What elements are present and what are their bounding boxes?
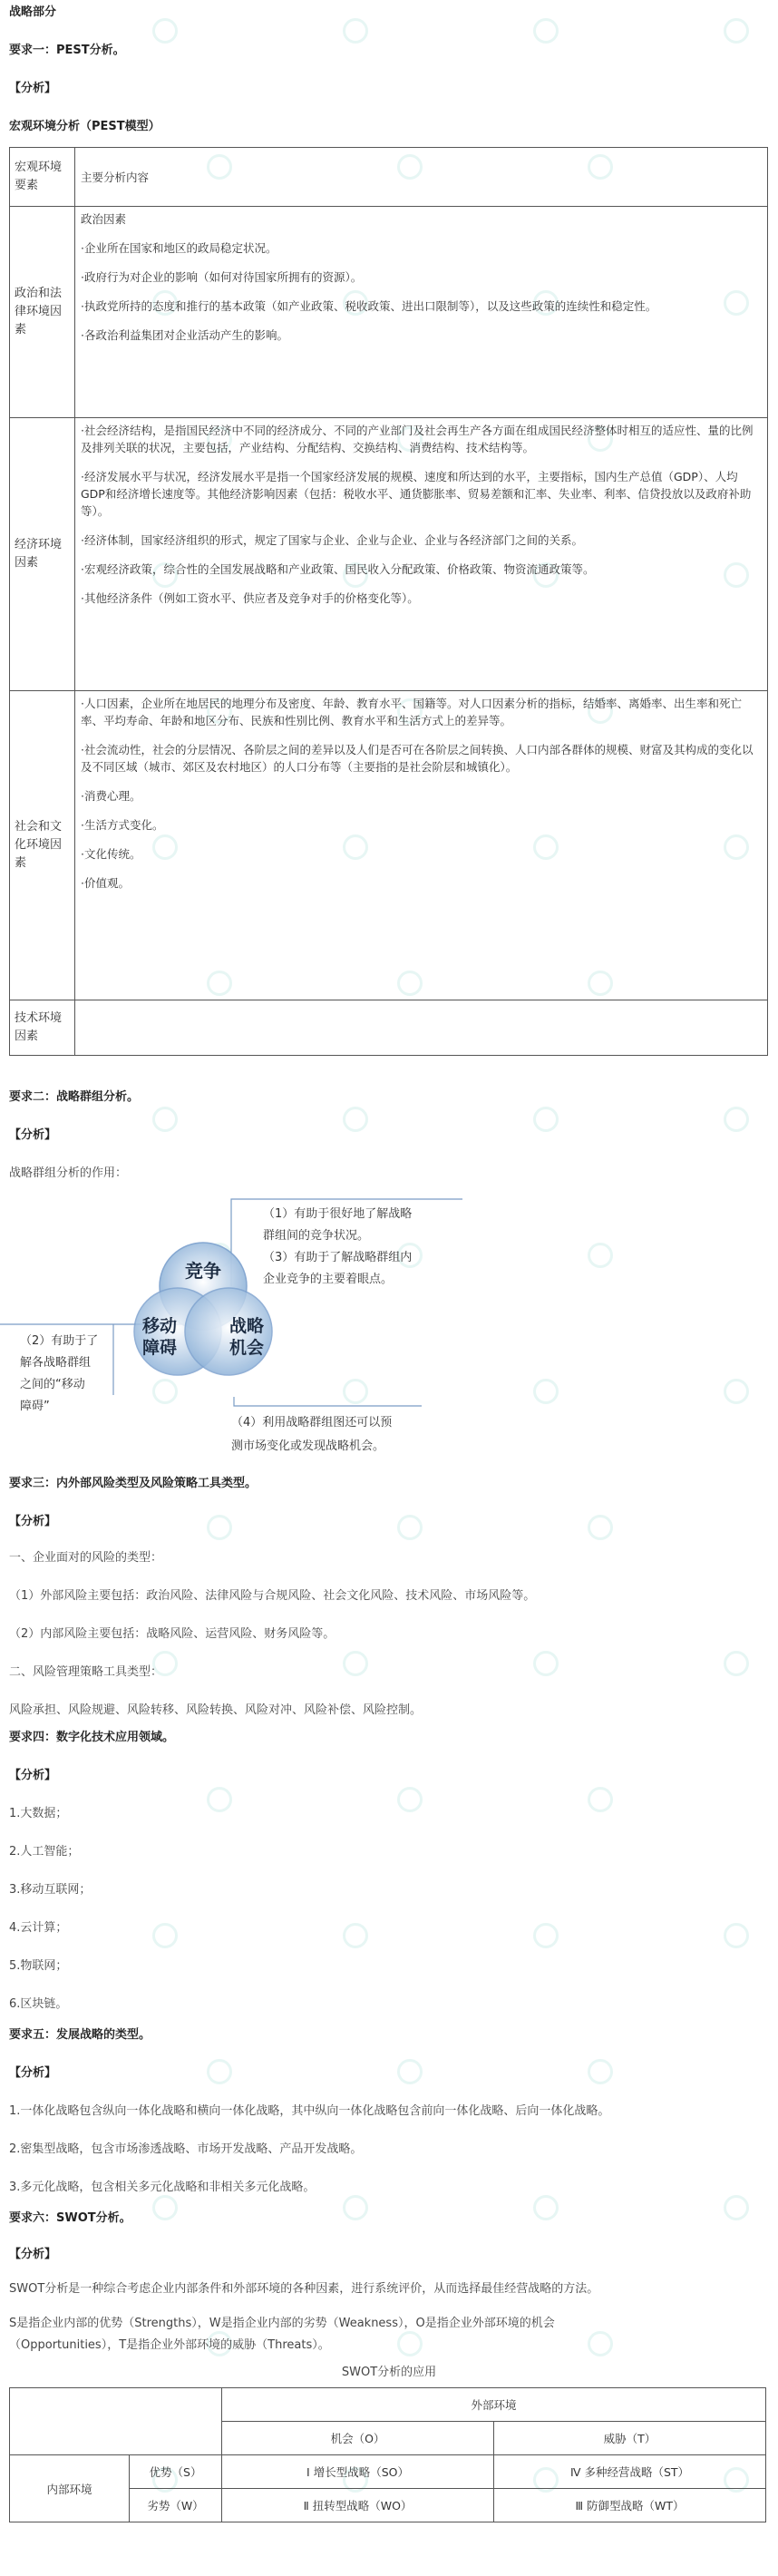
- pest-content-social: [75, 691, 767, 1000]
- pest-item: 政治因素: [81, 212, 127, 226]
- req2-intro: 战略群组分析的作用：: [9, 1166, 128, 1180]
- swot-wo: Ⅱ 扭转型战略（WO）: [222, 2489, 494, 2522]
- watermark-icon: [588, 2059, 613, 2084]
- swot-so: Ⅰ 增长型战略（SO）: [222, 2455, 494, 2489]
- watermark-icon: [207, 1787, 232, 1812]
- req5-analysis-tag: 【分析】: [9, 2066, 57, 2080]
- pest-table: [9, 147, 768, 1056]
- pest-row-political: [10, 207, 767, 418]
- pest-content-technology: [75, 1000, 767, 1055]
- pest-item: ·生活方式变化。: [81, 818, 164, 832]
- pest-row-social: [10, 691, 767, 1000]
- pest-header-left: 宏观环境要素: [10, 148, 75, 206]
- watermark-icon: [397, 1515, 423, 1540]
- req3-section-1: 一、企业面对的风险的类型：: [9, 1551, 163, 1565]
- req6-paragraph-2-line-2: （Opportunities），T是指企业外部环境的威胁（Threats）。: [9, 2338, 330, 2352]
- req4-item: 6.区块链。: [9, 1997, 68, 2011]
- note-2-line-4: 障碍”: [20, 1400, 50, 1413]
- req1-title: 要求一：PEST分析。: [9, 44, 125, 57]
- page-title: 战略部分: [9, 5, 57, 19]
- swot-weakness: 劣势（W）: [130, 2489, 222, 2522]
- swot-internal: 内部环境: [10, 2455, 130, 2522]
- pest-row-economic: [10, 418, 767, 691]
- watermark-icon: [343, 2195, 368, 2220]
- req4-analysis-tag: 【分析】: [9, 1769, 57, 1782]
- circle-label-mobility-1: 移动: [141, 1316, 178, 1336]
- pest-item: ·价值观。: [81, 876, 130, 890]
- watermark-icon: [588, 2331, 613, 2356]
- req2-analysis-tag: 【分析】: [9, 1128, 57, 1142]
- watermark-icon: [397, 1787, 423, 1812]
- watermark-icon: [724, 1651, 749, 1676]
- req3-section-2: 二、风险管理策略工具类型：: [9, 1665, 163, 1679]
- watermark-icon: [724, 1107, 749, 1132]
- watermark-icon: [724, 2195, 749, 2220]
- swot-st: Ⅳ 多种经营战略（ST）: [494, 2455, 766, 2489]
- pest-item: ·人口因素，企业所在地居民的地理分布及密度、年龄、教育水平、国籍等。对人口因素分析的指标，结婚率、离婚率、出生率和死亡率、平均寿命、年龄和地区分布、民族和性别比例、教育水平和生活方式上的差异等。: [81, 697, 742, 727]
- req1-analysis-tag: 【分析】: [9, 82, 57, 95]
- watermark-icon: [207, 1515, 232, 1540]
- connector-line: [234, 1397, 422, 1406]
- note-1-line-1: （1）有助于很好地了解战略: [263, 1207, 413, 1221]
- req4-item: 4.云计算；: [9, 1921, 68, 1935]
- watermark-icon: [724, 1923, 749, 1948]
- watermark-icon: [397, 2059, 423, 2084]
- swot-corner: [10, 2388, 222, 2455]
- watermark-icon: [152, 18, 178, 44]
- watermark-icon: [533, 1107, 559, 1132]
- req2-title: 要求二：战略群组分析。: [9, 1090, 140, 1104]
- watermark-icon: [533, 1923, 559, 1948]
- swot-table-caption: SWOT分析的应用: [341, 2366, 437, 2379]
- req6-title: 要求六：SWOT分析。: [9, 2211, 131, 2225]
- pest-item: ·社会流动性，社会的分层情况、各阶层之间的差异以及人们是否可在各阶层之间转换、人口内部各群体的规模、财富及其构成的变化以及不同区域（城市、郊区及农村地区）的人口分布等（主要指的是社会阶层和城镇化）。: [81, 743, 754, 774]
- watermark-icon: [588, 1515, 613, 1540]
- req3-line-2: （2）内部风险主要包括：战略风险、运营风险、财务风险等。: [9, 1627, 336, 1641]
- watermark-icon: [207, 2059, 232, 2084]
- pest-row-technology: [10, 1000, 767, 1055]
- swot-external: 外部环境: [222, 2388, 766, 2422]
- req1-subtitle: 宏观环境分析（PEST模型）: [9, 120, 160, 133]
- note-2-line-1: （2）有助于了: [20, 1334, 99, 1348]
- pest-item: ·各政治利益集团对企业活动产生的影响。: [81, 328, 288, 342]
- pest-header-row: [10, 148, 767, 207]
- req3-analysis-tag: 【分析】: [9, 1515, 57, 1528]
- pest-item: ·经济发展水平与状况，经济发展水平是指一个国家经济发展的规模、速度和所达到的水平，主要指标，国内生产总值（GDP）、人均GDP和经济增长速度等。其他经济影响因素（包括：税收水平、通货膨胀率、贸易差额和汇率、失业率、利率、信贷投放以及政府补助等）。: [81, 470, 752, 518]
- pest-item: ·经济体制，国家经济组织的形式，规定了国家与企业、企业与企业、企业与各经济部门之间的关系。: [81, 533, 583, 547]
- note-2-line-3: 之间的“移动: [20, 1378, 85, 1391]
- req4-item: 2.人工智能；: [9, 1845, 80, 1859]
- note-4-line-2: 测市场变化或发现战略机会。: [231, 1439, 385, 1453]
- swot-row-header-1: [10, 2388, 766, 2422]
- circle-label-mobility-2: 障碍: [141, 1338, 178, 1358]
- req4-item: 3.移动互联网；: [9, 1883, 92, 1897]
- watermark-icon: [152, 2195, 178, 2220]
- pest-item: ·执政党所持的态度和推行的基本政策（如产业政策、税收政策、进出口限制等），以及这些政策的连续性和稳定性。: [81, 299, 657, 313]
- watermark-icon: [724, 18, 749, 44]
- circle-label-opportunity-2: 机会: [229, 1338, 265, 1358]
- swot-row-strength: [10, 2455, 766, 2489]
- pest-item: ·企业所在国家和地区的政局稳定状况。: [81, 241, 277, 255]
- pest-item: ·其他经济条件（例如工资水平、供应者及竞争对手的价格变化等）。: [81, 591, 419, 605]
- pest-label-technology: 技术环境因素: [10, 1000, 75, 1055]
- watermark-icon: [533, 1651, 559, 1676]
- note-3-line-2: 企业竞争的主要着眼点。: [263, 1273, 394, 1286]
- swot-wt: Ⅲ 防御型战略（WT）: [494, 2489, 766, 2522]
- pest-item: ·宏观经济政策，综合性的全国发展战略和产业政策、国民收入分配政策、价格政策、物资流通政策等。: [81, 562, 595, 576]
- watermark-icon: [343, 1107, 368, 1132]
- req5-item: 3.多元化战略，包含相关多元化战略和非相关多元化战略。: [9, 2181, 316, 2194]
- swot-opportunity: 机会（O）: [222, 2422, 494, 2455]
- note-1-line-2: 群组间的竞争状况。: [263, 1229, 370, 1243]
- req3-line-1: （1）外部风险主要包括：政治风险、法律风险与合规风险、社会文化风险、技术风险、市场风险等。: [9, 1589, 536, 1603]
- watermark-icon: [343, 1651, 368, 1676]
- watermark-icon: [533, 2195, 559, 2220]
- pest-content-economic: [75, 418, 767, 690]
- req5-title: 要求五：发展战略的类型。: [9, 2028, 151, 2042]
- req5-item: 2.密集型战略，包含市场渗透战略、市场开发战略、产品开发战略。: [9, 2142, 363, 2156]
- swot-table: [9, 2387, 766, 2522]
- swot-threat: 威胁（T）: [494, 2422, 766, 2455]
- req4-title: 要求四：数字化技术应用领域。: [9, 1731, 175, 1744]
- req6-analysis-tag: 【分析】: [9, 2248, 57, 2261]
- watermark-icon: [343, 1923, 368, 1948]
- watermark-icon: [343, 18, 368, 44]
- strategic-group-diagram: [0, 1188, 778, 1488]
- pest-item: ·消费心理。: [81, 789, 141, 803]
- circle-label-competition: 竞争: [185, 1260, 221, 1282]
- req4-item: 5.物联网；: [9, 1959, 68, 1973]
- pest-header-right: 主要分析内容: [81, 170, 150, 184]
- note-4-line-1: （4）利用战略群组图还可以预: [231, 1416, 393, 1429]
- pest-label-social: 社会和文化环境因素: [10, 691, 75, 1000]
- swot-strength: 优势（S）: [130, 2455, 222, 2489]
- watermark-icon: [152, 1923, 178, 1948]
- pest-label-political: 政治和法律环境因素: [10, 207, 75, 417]
- pest-item: ·社会经济结构，是指国民经济中不同的经济成分、不同的产业部门及社会再生产各方面在组成国民经济整体时相互的适应性、量的比例及排列关联的状况，主要包括，产业结构、分配结构、交换结构、消费结构、技术结构等。: [81, 424, 754, 454]
- req3-line-3: 风险承担、风险规避、风险转移、风险转换、风险对冲、风险补偿、风险控制。: [9, 1703, 423, 1717]
- note-3-line-1: （3）有助于了解战略群组内: [263, 1251, 413, 1264]
- req3-title: 要求三：内外部风险类型及风险策略工具类型。: [9, 1477, 258, 1490]
- pest-content-political: [75, 207, 767, 417]
- note-2-line-2: 解各战略群组: [20, 1356, 92, 1370]
- pest-item: ·文化传统。: [81, 847, 141, 861]
- watermark-icon: [588, 1787, 613, 1812]
- pest-label-economic: 经济环境因素: [10, 418, 75, 690]
- req6-paragraph-1: SWOT分析是一种综合考虑企业内部条件和外部环境的各种因素，进行系统评价，从而选择最佳经营战略的方法。: [9, 2282, 599, 2296]
- pest-item: ·政府行为对企业的影响（如何对待国家所拥有的资源）。: [81, 270, 363, 284]
- circle-label-opportunity-1: 战略: [229, 1316, 265, 1336]
- watermark-icon: [397, 2331, 423, 2356]
- req6-paragraph-2-line-1: S是指企业内部的优势（Strengths），W是指企业内部的劣势（Weakness），O是指企业外部环境的机会: [9, 2317, 555, 2330]
- req4-item: 1.大数据；: [9, 1807, 68, 1820]
- watermark-icon: [533, 18, 559, 44]
- req5-item: 1.一体化战略包含纵向一体化战略和横向一体化战略，其中纵向一体化战略包含前向一体化战略、后向一体化战略。: [9, 2104, 610, 2118]
- watermark-icon: [152, 1107, 178, 1132]
